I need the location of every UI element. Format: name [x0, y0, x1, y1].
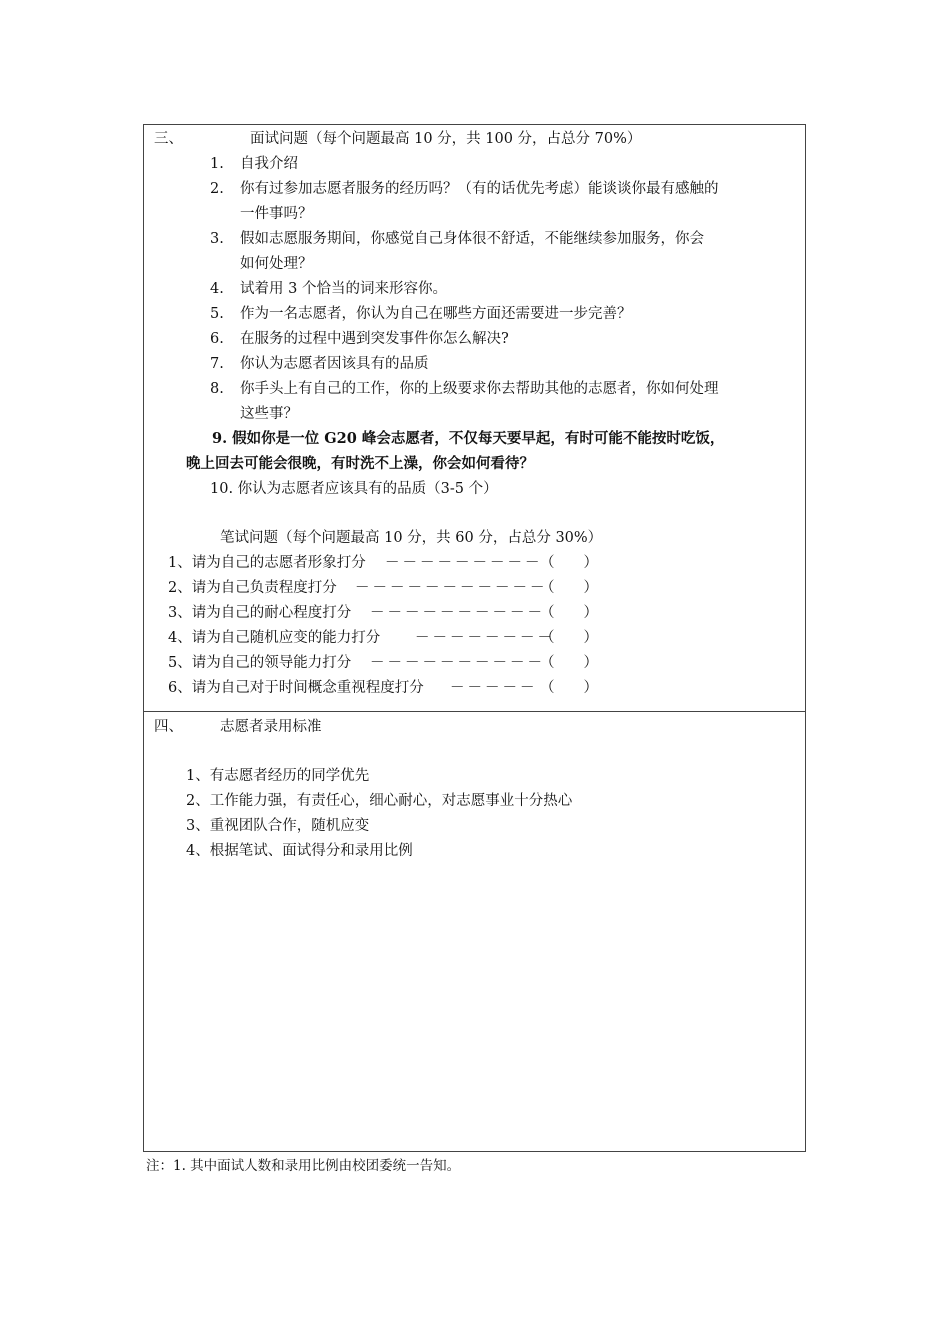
question-text: 作为一名志愿者，你认为自己在哪些方面还需要进一步完善？ — [240, 306, 632, 322]
footnote: 注：1. 其中面试人数和录用比例由校团委统一告知。 — [146, 1158, 461, 1174]
question-9-line-1: 9. 假如你是一位 G20 峰会志愿者，不仅每天要早起，有时可能不能按时吃饭， — [212, 430, 725, 447]
written-item-label: 2、请为自己负责程度打分 — [168, 580, 337, 596]
question-text: 你有过参加志愿者服务的经历吗？（有的话优先考虑）能谈谈你最有感触的 — [240, 181, 719, 197]
question-text: 假如志愿服务期间，你感觉自己身体很不舒适，不能继续参加服务，你会 — [240, 231, 704, 247]
written-test-title: 笔试问题（每个问题最高 10 分，共 60 分，占总分 30%） — [220, 530, 603, 546]
written-item-dashes: －－－－－－－－－－ — [370, 655, 545, 671]
score-blank: （ ） — [540, 555, 598, 571]
question-text: 一件事吗？ — [240, 206, 313, 222]
written-item-label: 4、请为自己随机应变的能力打分 — [168, 630, 381, 646]
question-text: 你手头上有自己的工作，你的上级要求你去帮助其他的志愿者，你如何处理 — [240, 381, 719, 397]
criteria-item: 2、工作能力强，有责任心，细心耐心，对志愿事业十分热心 — [186, 793, 573, 809]
question-10: 10. 你认为志愿者应该具有的品质（3-5 个） — [210, 481, 498, 497]
question-number: 5. — [210, 306, 224, 322]
question-number: 1. — [210, 156, 224, 172]
question-number: 3. — [210, 231, 224, 247]
section-4-box — [143, 711, 806, 1152]
question-number: 7. — [210, 356, 224, 372]
written-item-dashes: －－－－－－－－ — [415, 630, 555, 646]
written-item-dashes: －－－－－－－－－－ — [370, 605, 545, 621]
question-number: 6. — [210, 331, 224, 347]
question-number: 4. — [210, 281, 224, 297]
section-4-number: 四、 — [154, 719, 183, 735]
question-text: 试着用 3 个恰当的词来形容你。 — [240, 281, 447, 297]
written-item-label: 1、请为自己的志愿者形象打分 — [168, 555, 366, 571]
written-item-label: 3、请为自己的耐心程度打分 — [168, 605, 352, 621]
question-number: 8. — [210, 381, 224, 397]
section-3-number: 三、 — [154, 131, 183, 147]
written-item-dashes: －－－－－－－－－ — [385, 555, 543, 571]
criteria-item: 1、有志愿者经历的同学优先 — [186, 768, 370, 784]
score-blank: （ ） — [540, 630, 598, 646]
section-4-title: 志愿者录用标准 — [220, 719, 322, 735]
question-text: 你认为志愿者因该具有的品质 — [240, 356, 429, 372]
written-item-label: 5、请为自己的领导能力打分 — [168, 655, 352, 671]
section-3-title: 面试问题（每个问题最高 10 分，共 100 分，占总分 70%） — [250, 131, 642, 147]
score-blank: （ ） — [540, 655, 598, 671]
written-item-label: 6、请为自己对于时间概念重视程度打分 — [168, 680, 424, 696]
question-text: 自我介绍 — [240, 156, 298, 172]
written-item-dashes: －－－－－－－－－－－ — [355, 580, 548, 596]
question-text: 在服务的过程中遇到突发事件你怎么解决? — [240, 331, 509, 347]
score-blank: （ ） — [540, 680, 598, 696]
question-text: 如何处理？ — [240, 256, 313, 272]
criteria-item: 3、重视团队合作，随机应变 — [186, 818, 370, 834]
section-3-box — [143, 124, 806, 712]
written-item-dashes: －－－－－ — [450, 680, 538, 696]
question-number: 2. — [210, 181, 224, 197]
question-text: 这些事？ — [240, 406, 298, 422]
criteria-item: 4、根据笔试、面试得分和录用比例 — [186, 843, 413, 859]
question-9-line-2: 晚上回去可能会很晚，有时洗不上澡，你会如何看待？ — [186, 455, 534, 472]
score-blank: （ ） — [540, 580, 598, 596]
score-blank: （ ） — [540, 605, 598, 621]
